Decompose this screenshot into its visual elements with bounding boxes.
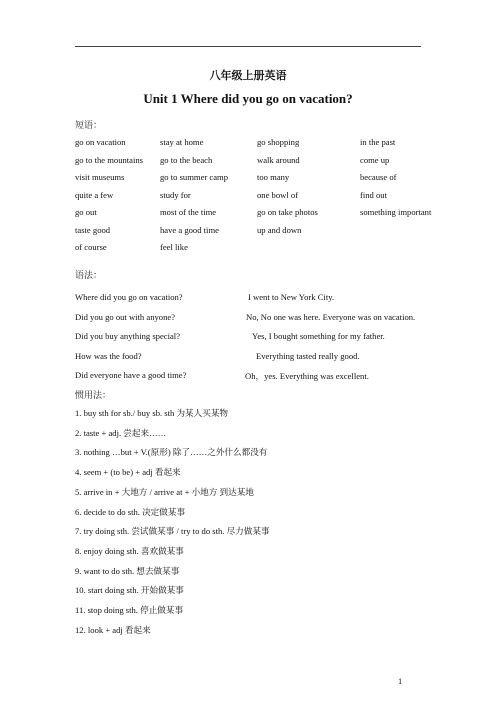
- phrase-cell: visit museums: [75, 172, 125, 182]
- grammar-question: Did you buy anything special?: [75, 331, 181, 341]
- grammar-question: Where did you go on vacation?: [75, 292, 183, 302]
- phrase-cell: go on vacation: [75, 137, 126, 147]
- phrase-cell: stay at home: [160, 137, 204, 147]
- phrase-cell: of course: [75, 242, 107, 252]
- grammar-label: 语法：: [75, 271, 103, 281]
- phrase-cell: too many: [257, 172, 290, 182]
- phrase-cell: go out: [75, 207, 97, 217]
- grade-title: 八年级上册英语: [209, 69, 287, 82]
- phrase-cell: go to the beach: [160, 154, 213, 165]
- phrase-cell: study for: [160, 189, 191, 200]
- phrase-cell: in the past: [360, 137, 396, 147]
- grammar-answer: Everything tasted really good.: [256, 350, 360, 361]
- phrase-cell: find out: [360, 189, 387, 200]
- usage-item: 5. arrive in + 大地方 / arrive at + 小地方 到达某地: [75, 486, 254, 497]
- unit-title: Unit 1 Where did you go on vacation?: [143, 91, 353, 106]
- phrase-cell: one bowl of: [257, 189, 299, 200]
- phrase-cell: go shopping: [257, 137, 300, 147]
- grammar-answer: No, No one was here. Everyone was on vacation.: [246, 311, 416, 322]
- phrase-cell: have a good time: [160, 224, 219, 235]
- phrase-cell: go to summer camp: [160, 172, 229, 182]
- usage-item: 10. start doing sth. 开始做某事: [75, 585, 184, 596]
- header-rule: [75, 46, 421, 47]
- usage-item: 4. seem + (to be) + adj 看起来: [75, 467, 181, 478]
- usage-item: 6. decide to do sth. 决定做某事: [75, 506, 186, 517]
- usage-item: 11. stop doing sth. 停止做某事: [75, 605, 184, 615]
- phrase-cell: taste good: [75, 224, 111, 235]
- phrase-cell: come up: [360, 154, 390, 165]
- usages-label: 惯用法：: [75, 391, 112, 401]
- phrase-cell: go to the mountains: [75, 154, 144, 165]
- phrase-cell: walk around: [257, 154, 300, 165]
- grammar-answer: Yes, I bought something for my father.: [252, 331, 385, 341]
- grammar-question: Did everyone have a good time?: [75, 370, 187, 380]
- phrase-cell: go on take photos: [257, 207, 318, 217]
- usage-item: 3. nothing …but + V.(原形) 除了……之外什么都没有: [75, 447, 268, 458]
- grammar-answer: Oh，yes. Everything was excellent.: [245, 371, 369, 381]
- grammar-question: How was the food?: [75, 350, 142, 361]
- usage-item: 7. try doing sth. 尝试做某事 / try to do sth. 尽力做某事: [75, 526, 270, 537]
- usage-item: 1. buy sth for sb./ buy sb. sth 为某人买某物: [75, 408, 229, 418]
- phrase-cell: feel like: [160, 242, 188, 252]
- phrase-cell: something important: [360, 207, 432, 217]
- usage-item: 8. enjoy doing sth. 喜欢做某事: [75, 545, 184, 556]
- grammar-question: Did you go out with anyone?: [75, 311, 176, 322]
- usage-item: 12. look + adj 看起来: [75, 624, 151, 635]
- phrases-label: 短语：: [75, 121, 103, 131]
- page-number: 1: [398, 678, 403, 686]
- phrase-cell: most of the time: [160, 207, 217, 217]
- usage-item: 9. want to do sth. 想去做某事: [75, 565, 180, 576]
- grammar-answer: I went to New York City.: [248, 292, 335, 302]
- phrase-cell: up and down: [257, 224, 302, 235]
- phrase-cell: quite a few: [75, 189, 114, 200]
- phrase-cell: because of: [360, 172, 397, 182]
- usage-item: 2. taste + adj. 尝起来……: [75, 427, 167, 438]
